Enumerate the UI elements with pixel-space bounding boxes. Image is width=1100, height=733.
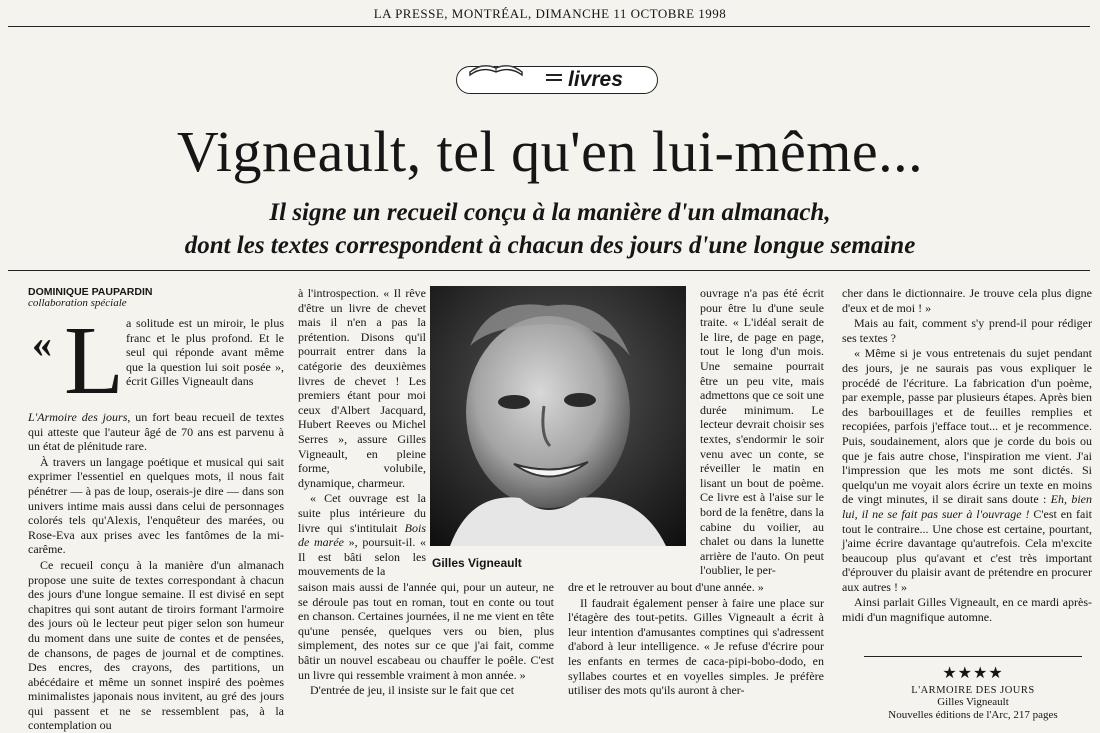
headline: Vigneault, tel qu'en lui-même... — [176, 119, 924, 184]
article-column-2 — [298, 286, 426, 579]
dropcap-letter: L — [64, 307, 124, 415]
review-book-publisher: Nouvelles éditions de l'Arc, 217 pages — [888, 709, 1058, 721]
paragraph: Il faudrait également penser à faire une place sur l'étagère des tout-petits. Gilles Vigneault a écrit à leur intention d'amusantes comptines qui s'adressent d'abord à leur intelligence. « Je refuse d'écrire pour les enfants en termes de caca-pipi-bobo-dodo, en syllabes courtes et en voyelles simples. Je préfère utiliser des mots qu'ils auront à cher- — [568, 595, 824, 698]
lead-rest-text: , un fort beau recueil de textes qui atteste que l'auteur âgé de 70 ans est parvenu à un état de plénitude rare. — [28, 410, 284, 454]
rating-stars: ★★★★ — [942, 665, 1004, 682]
photo-caption: Gilles Vigneault — [432, 556, 522, 570]
paragraph: Ainsi parlait Gilles Vigneault, en ce mardi après-midi d'un magnifique automne. — [842, 595, 1092, 625]
article-top-rule — [8, 270, 1090, 271]
review-box — [864, 656, 1082, 722]
paragraph — [842, 346, 1092, 594]
paragraph: dre et le retrouver au bout d'une année. » — [568, 580, 764, 594]
byline-role: collaboration spéciale — [28, 297, 127, 309]
paragraph: à l'introspection. « Il rêve d'être un livre de chevet mais il n'en a pas la prétention. Disons qu'il pourrait entrer dans la catégorie des deuxièmes livres de chevet ! Les premiers étant pour moi ceux d'Albert Jacquard, Hubert Reeves ou Michel Serres », assure Gilles Vigneault, en pleine forme, volubile, dynamique, charmeur. — [298, 286, 426, 490]
article-column-1 — [28, 307, 284, 733]
article-column-4 — [700, 286, 824, 578]
quote-italic: Eh, bien lui, il ne se fait pas suer à l'ouvrage ! — [842, 492, 1092, 521]
paragraph: Mais au fait, comment s'y prend-il pour rédiger ses textes ? — [842, 316, 1092, 345]
paragraph-text: », poursuit-il. « Il est bâti selon les mouvements de la — [298, 535, 426, 579]
lead-text: a solitude est un miroir, le plus franc et le plus profond. Et le seul qui réponde avant même que la question lui soit posée », écrit Gilles Vigneault dans — [126, 316, 284, 389]
section-banner — [448, 54, 664, 100]
deck — [0, 196, 1100, 262]
open-book-icon — [466, 54, 526, 78]
dropcap-quote: « — [32, 321, 52, 366]
deck-line-1: Il signe un recueil conçu à la manière d'un almanach, — [269, 199, 831, 226]
review-box-rule — [864, 656, 1082, 657]
masthead-rule — [8, 26, 1090, 27]
paragraph: À travers un langage poétique et musical qui sait exprimer l'essentiel en quelques mots, il nous fait pénétrer — à pas de loup, oserais-je dire — dans son univers intime mais aussi dans celui de personnages colorés tels qu'Alexis, l'enquêteur des marées, ou Rose-Eva aux prises avec les fantômes de la mi-carême. — [28, 454, 284, 557]
lead-continuation — [28, 410, 284, 454]
review-book-author: Gilles Vigneault — [937, 696, 1009, 708]
article-bottom-columns — [298, 580, 824, 722]
book-title: Bois de marée — [298, 520, 426, 550]
paragraph: saison mais aussi de l'année qui, pour un auteur, ne se déroule pas tout en roman, tout en conte ou tout en chanson. Certaines journées, il ne me vient en tête qu'une pensée, quelques vers ou bien, plus simplement, des notes sur ce que j'ai fait, comme bâtir un nouvel escabeau ou chauffer le poêle. C'est un livre qui ressemble vraiment à mon année. » — [298, 580, 554, 682]
book-title: L'Armoire des jours — [28, 410, 128, 424]
section-label: livres — [568, 68, 623, 91]
deck-line-2: dont les textes correspondent à chacun des jours d'une longue semaine — [184, 232, 916, 259]
paragraph — [298, 491, 426, 579]
author-photo — [430, 286, 686, 546]
paragraph-text: « Même si je vous entretenais du sujet pendant des jours, je ne saurais pas vous expliquer le procédé de l'écriture. La fabrication d'un poème, par exemple, passe par plusieurs étapes. Après bien des barbouillages et de feuilles remplies et recopiées, parfois j'efface tout... et je recommence. Puis, soudainement, alors que je corde du bois ou que je fais autre chose, l'inspiration me vient. J'ai l'impression que les mots me sont dictés. Si quelqu'un me voyait alors écrire un texte en moins de vingt minutes, il se dirait sans doute : — [842, 346, 1092, 507]
paragraph: Ce recueil conçu à la manière d'un almanach propose une suite de textes correspondant à chacun des jours d'une longue semaine. Il est divisé en sept chapitres qui sont autant de tiroirs formant l'armoire des jours où le lecteur peut piger selon son humeur du moment dans une suite de contes et de pensées, de chansons, de pages de journal et de comptines. Des encres, des crayons, des partitions, un abécédaire et même un sonnet inspiré des poèmes minimalistes japonais nous invitent, au gré des jours qui passent et ne se ressemblent pas, à la contemplation ou — [28, 557, 284, 733]
masthead: LA PRESSE, MONTRÉAL, DIMANCHE 11 OCTOBRE 1998 — [373, 6, 727, 21]
paragraph-text: C'est en fait tout le contraire... Une chose est certaine, pourtant, j'aime écrire davantage qu'autrefois. Cela m'excite beaucoup plus qu'avant et c'est très important d'éprouver du plaisir avant de prétendre en procurer aux autres ! » — [842, 506, 1093, 594]
paragraph: ouvrage n'a pas été écrit pour être lu d'une seule traite. « L'idéal serait de le lire, de page en page, tout le long d'un mois. Une semaine pourrait être un peu vite, mais admettons que ce soit une durée minimum. Le lecteur devrait choisir ses textes, s'endormir le soir venu avec un conte, se réveiller le matin en lisant un bout de poème. Ce livre est à l'aise sur le bord de la fenêtre, dans la cabine du voilier, au chalet ou dans la lunette arrière de l'auto. On peut l'oublier, le per- — [700, 286, 824, 578]
section-rule-lines — [546, 74, 562, 84]
portrait-image — [430, 286, 686, 546]
lead-paragraph — [28, 307, 284, 415]
review-book-title: L'ARMOIRE DES JOURS — [911, 685, 1035, 696]
paragraph: cher dans le dictionnaire. Je trouve cela plus digne d'eux et de moi ! » — [842, 286, 1092, 315]
paragraph: D'entrée de jeu, il insiste sur le fait que cet — [310, 683, 515, 698]
byline-author: DOMINIQUE PAUPARDIN — [28, 286, 153, 298]
paragraph-text: « Cet ouvrage est la suite plus intérieure du livre qui s'intitulait — [298, 491, 426, 535]
article-column-5 — [842, 286, 1092, 625]
